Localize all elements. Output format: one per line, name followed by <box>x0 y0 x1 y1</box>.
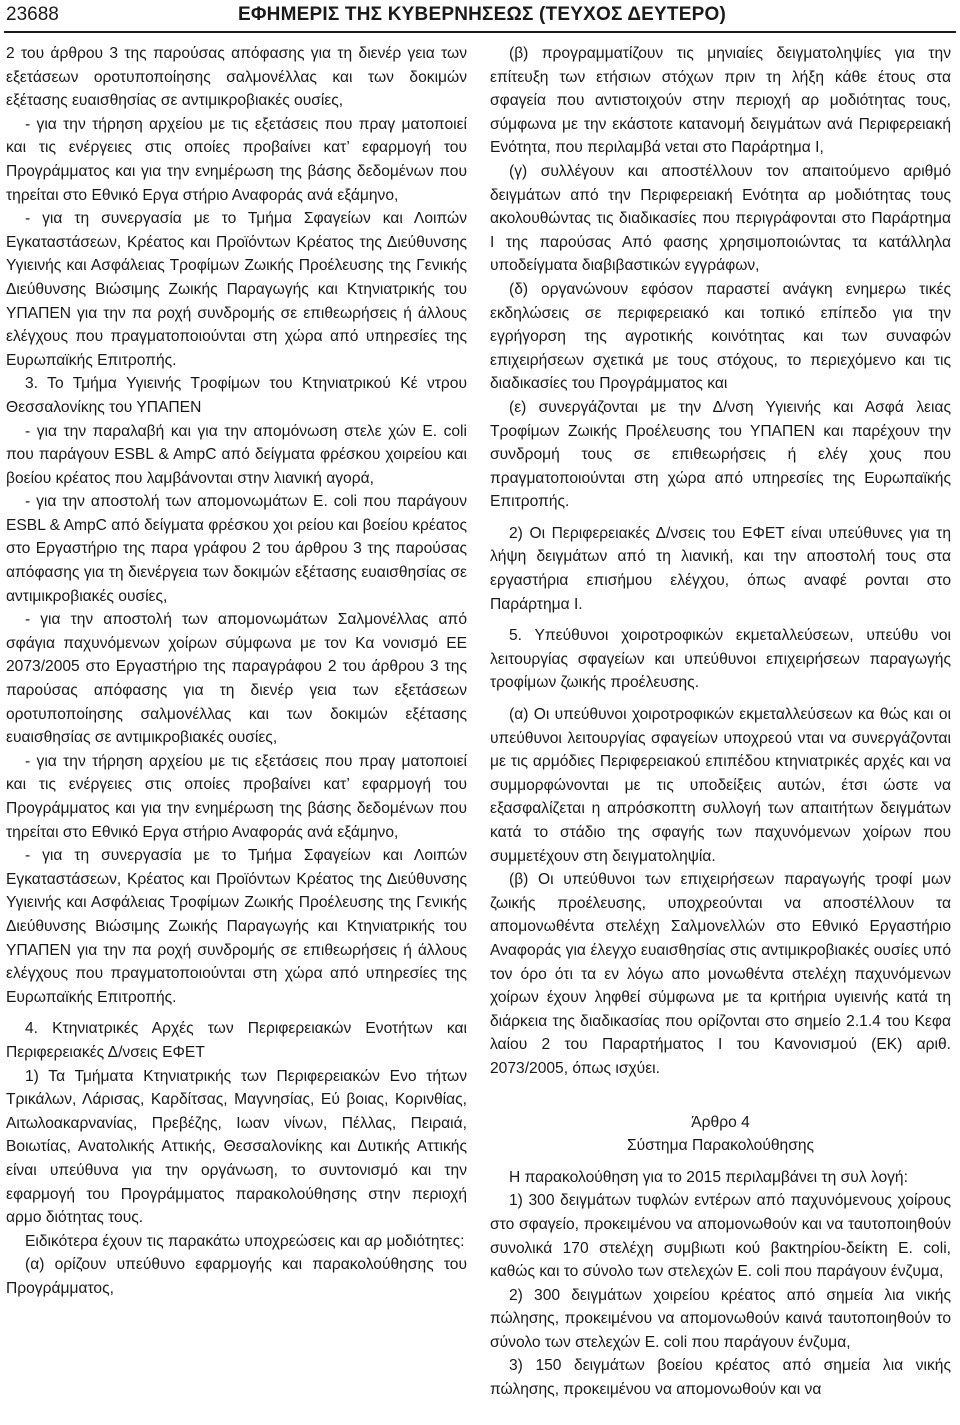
section-heading: 4. Κτηνιατρικές Αρχές των Περιφερειακών Ενοτήτων και Περιφερειακές Δ/νσεις ΕΦΕΤ <box>6 1020 467 1061</box>
paragraph: - για τη συνεργασία με το Τμήμα Σφαγείων και Λοιπών Εγκαταστάσεων, Κρέατος και Προϊόντων Κρέατος της Διεύθυνσης Υγιεινής και Ασφάλειας Τροφίμων Ζωικής Προέλευσης της Γενικής Διεύθυνσης Βιώσιμης Ζωικής Παραγωγής και Κτηνιατρικής του ΥΠΑΠΕΝ για την πα ροχή συνδρομής σε επιθεωρήσεις ή άλλους ελέγχους που πραγματοποιούνται στη χώρα από υπηρεσίες της Ευρωπαϊκής Επιτροπής. <box>6 210 467 369</box>
paragraph: 2) Οι Περιφερειακές Δ/νσεις του ΕΦΕΤ είναι υπεύθυνες για τη λήψη δειγμάτων από τη λιανική, και την αποστολή τους στα εργαστήρια επισήμου ελέγχου, όπως αναφέ ρονται στο Παράρτημα I. <box>490 524 951 613</box>
paragraph: 1) 300 δειγμάτων τυφλών εντέρων από παχυνόμενους χοίρους στο σφαγείο, προκειμένου να απομονωθούν και να ταυτοποιηθούν συνολικά 170 στελέχη συμβιωτι κού βακτηρίου-δείκτη E. coli, καθώς και το σύνολο των στελεχών E. coli που παράγουν ένζυμα, <box>490 1192 951 1281</box>
paragraph: - για την τήρηση αρχείου με τις εξετάσεις που πραγ ματοποιεί και τις ενέργειες στις οποίες προβαίνει κατ’ εφαρμογή του Προγράμματος και για την ενημέρωση της βάσης δεδομένων που τηρείται στο Εθνικό Εργα στήριο Αναφοράς ανά εξάμηνο, <box>6 752 467 841</box>
paragraph: Η παρακολούθηση για το 2015 περιλαμβάνει τη συλ λογή: <box>509 1168 908 1186</box>
paragraph: 2 του άρθρου 3 της παρούσας απόφασης για τη διενέρ γεια των εξετάσεων οροτυποποίησης σαλμονέλλας και των δοκιμών εξέτασης ευαισθησίας σε αντιμικροβιακές ουσίες, <box>6 45 467 110</box>
paragraph: - για την τήρηση αρχείου με τις εξετάσεις που πραγ ματοποιεί και τις ενέργειες στις οποίες προβαίνει κατ’ εφαρμογή του Προγράμματος και για την ενημέρωση της βάσης δεδομένων που τηρείται στο Εθνικό Εργα στήριο Αναφοράς ανά εξάμηνο, <box>6 115 467 204</box>
paragraph: (ε) συνεργάζονται με την Δ/νση Υγιεινής και Ασφά λειας Τροφίμων Ζωικής Προέλευσης του ΥΠΑΠΕΝ και παρέχουν την συνδρομή τους σε επιθεωρήσεις ή ελέγ χους που πραγματοποιούνται στη χώρα από υπηρεσίες της Ευρωπαϊκής Επιτροπής. <box>490 398 951 511</box>
paragraph: 3. Το Τμήμα Υγιεινής Τροφίμων του Κτηνιατρικού Κέ ντρου Θεσσαλονίκης του ΥΠΑΠΕΝ <box>6 375 467 416</box>
paragraph: (α) Οι υπεύθυνοι χοιροτροφικών εκμεταλλεύσεων κα θώς και οι υπεύθυνοι λειτουργίας σφαγείων υποχρεού νται να συνεργάζονται με τις αρμόδιες Περιφερειακού επιπέδου κτηνιατρικές αρχές και να συμμορφώνονται με τις υποδείξεις αυτών, έτσι ώστε να εξασφαλίζεται η απρόσκοπτη συλλογή των απαιτήτων δειγμάτων κατά το στάδιο της σφαγής των παχυνόμενων χοίρων που συμμετέχουν στη δειγματοληψία. <box>490 706 951 865</box>
paragraph: (γ) συλλέγουν και αποστέλλουν τον απαιτούμενο αριθμό δειγμάτων από την Περιφερειακή Ενότητα αρ μοδιότητας τους ακολουθώντας τις διαδικασίες που περιγράφονται στο Παράρτημα I της παρούσας Από φασης χρησιμοποιώντας τα κατάλληλα υποδείγματα διαβιβαστικών εγγράφων, <box>490 162 951 275</box>
paragraph: 2) 300 δειγμάτων χοιρείου κρέατος από σημεία λια νικής πώλησης, προκειμένου να απομονωθούν καινά ταυτοποιηθούν το σύνολο των στελεχών E. coli που παράγουν ένζυμα, <box>490 1286 951 1351</box>
paragraph: (δ) οργανώνουν εφόσον παραστεί ανάγκη ενημερω τικές εκδηλώσεις σε περιφερειακό και τοπικό επίπεδο για την εγρήγορση της αγροτικής κοινότητας και των συναφών επιχειρήσεων σχετικά με τους στόχους, το περιεχόμενο και τις διαδικασίες του Προγράμματος και <box>490 280 951 393</box>
left-column <box>6 42 467 1300</box>
header-rule <box>4 31 956 33</box>
right-column <box>490 42 951 1402</box>
paragraph: (α) ορίζουν υπεύθυνο εφαρμογής και παρακολούθησης του Προγράμματος, <box>6 1256 467 1297</box>
page-number: 23688 <box>6 4 59 25</box>
paragraph: - για την παραλαβή και για την απομόνωση στελε χών E. coli που παράγουν ESBL & AmpC από δείγματα φρέσκου χοιρείου και βοείου κρέατος που λαμβάνονται στην λιανική αγορά, <box>6 422 467 487</box>
paragraph: Ειδικότερα έχουν τις παρακάτω υποχρεώσεις και αρ μοδιότητες: <box>25 1232 465 1250</box>
paragraph: - για την αποστολή των απομονωμάτων E. coli που παράγουν ESBL & AmpC από δείγματα φρέσκου χοι ρείου και βοείου κρέατος στο Εργαστήριο της παρα γράφου 2 του άρθρου 3 της παρούσας απόφασης για τη διενέργεια των δοκιμών εξέτασης ευαισθησίας σε αντιμικροβιακές ουσίες, <box>6 493 467 605</box>
paragraph: 1) Τα Τμήματα Κτηνιατρικής των Περιφερειακών Ενο τήτων Τρικάλων, Λάρισας, Καρδίτσας, Μαγνησίας, Εύ βοιας, Κορινθίας, Αιτωλοακαρνανίας, Πρεβέζης, Ιωαν νίνων, Πέλλας, Πειραιά, Βοιωτίας, Ανατολικής Αττικής, Θεσσαλονίκης και Δυτικής Αττικής είναι υπεύθυνα για την οργάνωση, το συντονισμό και την εφαρμογή του Προγράμματος παρακολούθησης στην περιοχή αρμο διότητας τους. <box>6 1067 467 1227</box>
article-title: Σύστημα Παρακολούθησης <box>626 1137 815 1155</box>
paragraph: 3) 150 δειγμάτων βοείου κρέατος από σημεία λια νικής πώλησης, προκειμένου να απομονωθούν και να <box>490 1357 951 1399</box>
paragraph: (β) προγραμματίζουν τις μηνιαίες δειγματοληψίες για την επίτευξη των ετήσιων στόχων πριν τη λήξη κάθε έτους στα σφαγεία που αντιστοιχούν στην περιοχή αρ μοδιότητας τους, σύμφωνα με την εκάστοτε κατανομή δειγμάτων ανά Περιφερειακή Ενότητα, που περιλαμβά νεται στο Παράρτημα I, <box>490 45 951 157</box>
paragraph: (β) Οι υπεύθυνοι των επιχειρήσεων παραγωγής τροφί μων ζωικής προέλευσης, υποχρεούνται να αποστέλλουν τα απομονωθέντα στελέχη Σαλμονελλών στο Εθνικό Εργαστήριο Αναφοράς για έλεγχο ευαισθησίας στις αντιμικροβιακές ουσίες υπό τον όρο ότι τα εν λόγω απο μονωθέντα στελέχη παχυνόμενων χοίρων έχουν ληφθεί σύμφωνα με τα κριτήρια υγιεινής κατά τη διάρκεια της διαδικασίας που ορίζονται στο σημείο 2.1.4 του Κεφα λαίου 2 του Παραρτήματος I του Κανονισμού (ΕΚ) αριθ. 2073/2005, όπως ισχύει. <box>490 871 951 1077</box>
article-number: Άρθρο 4 <box>691 1113 750 1131</box>
section-heading: 5. Υπεύθυνοι χοιροτροφικών εκμεταλλεύσεων, υπεύθυ νοι λειτουργίας σφαγείων και υπεύθυνοι επιχειρήσεων παραγωγής τροφίμων ζωικής προέλευσης. <box>490 627 951 692</box>
paragraph: - για την αποστολή των απομονωμάτων Σαλμονέλλας από σφάγια παχυνόμενων χοίρων σύμφωνα με τον Κα νονισμό ΕΕ 2073/2005 στο Εργαστήριο της παραγράφου 2 του άρθρου 3 της παρούσας απόφασης για τη διενέρ γεια των εξετάσεων οροτυποποίησης σαλμονέλλας και των δοκιμών εξέτασης ευαισθησίας σε αντιμικροβιακές ουσίες, <box>6 611 467 747</box>
page-header <box>6 4 954 28</box>
journal-title: ΕΦΗΜΕΡΙΣ ΤΗΣ ΚΥΒΕΡΝΗΣΕΩΣ (ΤΕΥΧΟΣ ΔΕΥΤΕΡΟ) <box>238 4 726 25</box>
paragraph: - για τη συνεργασία με το Τμήμα Σφαγείων και Λοιπών Εγκαταστάσεων, Κρέατος και Προϊόντων Κρέατος της Διεύθυνσης Υγιεινής και Ασφάλειας Τροφίμων Ζωικής Προέλευσης της Γενικής Διεύθυνσης Βιώσιμης Ζωικής Παραγωγής και Κτηνιατρικής του ΥΠΑΠΕΝ για την πα ροχή συνδρομής σε επιθεωρήσεις ή άλλους ελέγχους που πραγματοποιούνται στη χώρα από υπηρεσίες της Ευρωπαϊκής Επιτροπής. <box>6 847 467 1006</box>
